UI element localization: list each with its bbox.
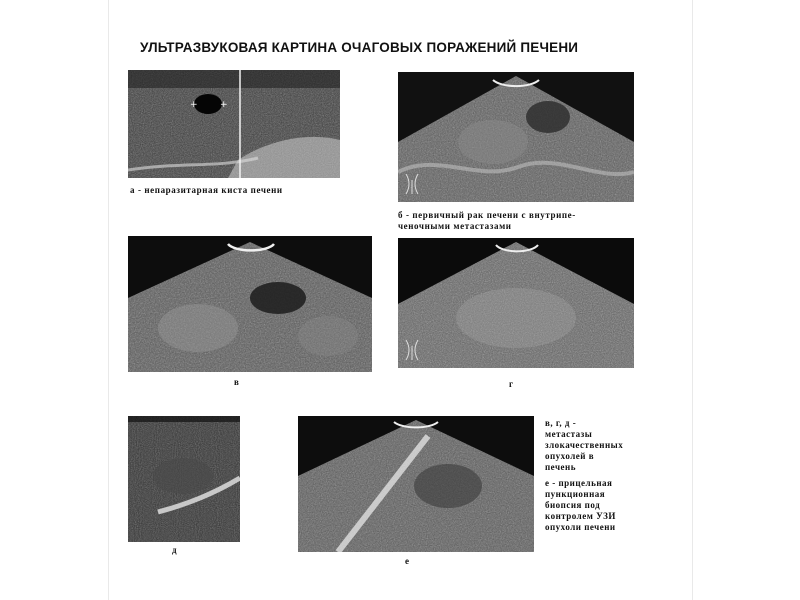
caption-a: а - непаразитарная киста печени	[130, 185, 283, 195]
side-note-biopsy	[545, 478, 685, 533]
side-note-line: пункционная	[545, 489, 606, 499]
caption-b-line-2: ченочными метастазами	[398, 221, 512, 231]
ultrasound-image-a	[128, 70, 340, 178]
ultrasound-image-g	[398, 238, 634, 368]
side-note-line: печень	[545, 462, 576, 472]
svg-text:+: +	[220, 100, 228, 110]
svg-text:+: +	[190, 100, 198, 110]
label-d: д	[172, 545, 177, 555]
label-g: г	[509, 379, 514, 389]
page-title: УЛЬТРАЗВУКОВАЯ КАРТИНА ОЧАГОВЫХ ПОРАЖЕНИЙ ПЕЧЕНИ	[140, 40, 579, 55]
label-e: е	[405, 556, 409, 566]
ultrasound-image-e	[298, 416, 534, 552]
side-note-line: в, г, д -	[545, 418, 577, 428]
ultrasound-image-b	[398, 72, 634, 202]
page-edge-left	[108, 0, 109, 600]
side-note-line: е - прицельная	[545, 478, 613, 488]
side-note-line: опухолей в	[545, 451, 595, 461]
side-note-line: контролем УЗИ	[545, 511, 616, 521]
side-note-metastases	[545, 418, 685, 473]
ultrasound-image-d	[128, 416, 240, 542]
label-v: в	[234, 377, 239, 387]
caption-b-line-1: б - первичный рак печени с внутрипе-	[398, 210, 576, 220]
ultrasound-image-v	[128, 236, 372, 372]
side-note-line: злокачественных	[545, 440, 624, 450]
side-note-line: опухоли печени	[545, 522, 616, 532]
page-edge-right	[692, 0, 693, 600]
side-note-line: биопсия под	[545, 500, 601, 510]
side-note-line: метастазы	[545, 429, 593, 439]
